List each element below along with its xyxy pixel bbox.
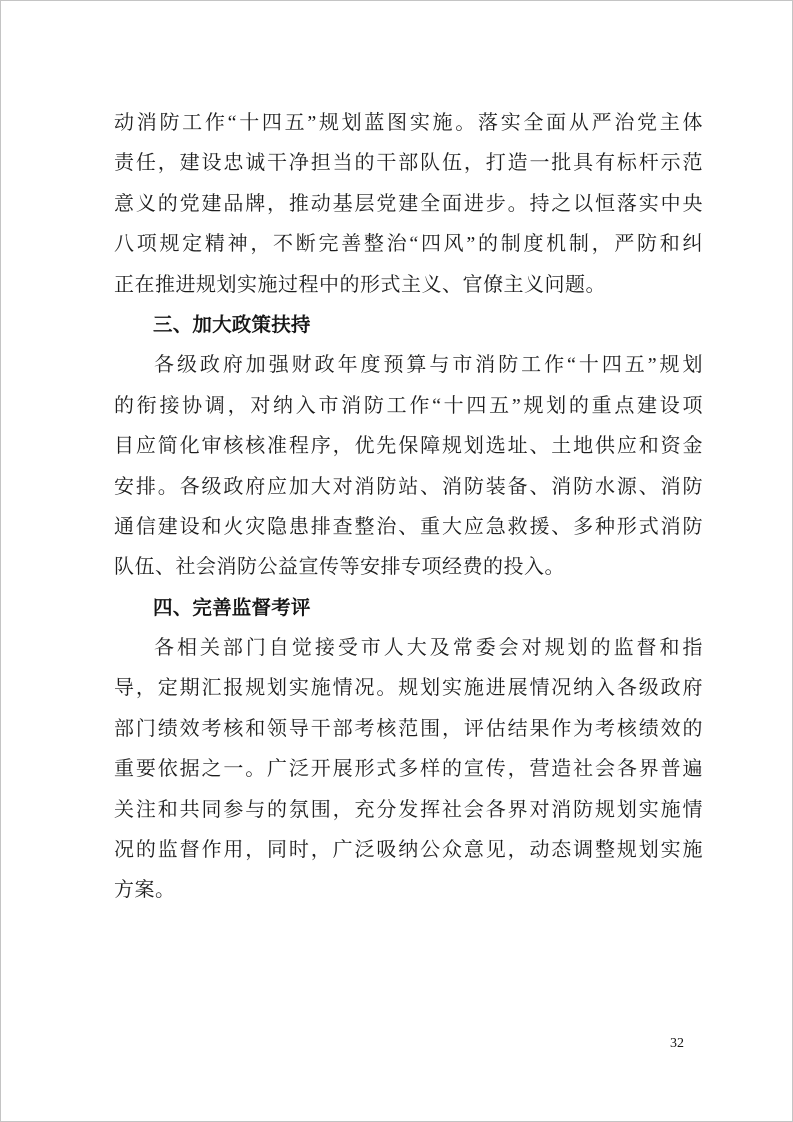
para-1-line-4: 八项规定精神，不断完善整治“四风”的制度机制，严防和纠 bbox=[114, 233, 703, 256]
document-content bbox=[114, 103, 703, 911]
para-2-line-1: 各级政府加强财政年度预算与市消防工作“十四五”规划 bbox=[154, 354, 703, 377]
para-3-line-6: 况的监督作用，同时，广泛吸纳公众意见，动态调整规划实施 bbox=[114, 839, 703, 862]
para-1-line-2: 责任，建设忠诚干净担当的干部队伍，打造一批具有标杆示范 bbox=[114, 152, 703, 175]
para-3-line-5: 关注和共同参与的氛围，充分发挥社会各界对消防规划实施情 bbox=[114, 798, 703, 821]
para-3-line-3: 部门绩效考核和领导干部考核范围，评估结果作为考核绩效的 bbox=[114, 717, 703, 740]
para-2-line-4: 安排。各级政府应加大对消防站、消防装备、消防水源、消防 bbox=[114, 475, 703, 498]
page-number: 32 bbox=[670, 1036, 684, 1051]
para-1-line-3: 意义的党建品牌，推动基层党建全面进步。持之以恒落实中央 bbox=[114, 192, 703, 215]
para-2-line-6: 队伍、社会消防公益宣传等安排专项经费的投入。 bbox=[114, 556, 565, 579]
para-2-line-2: 的衔接协调，对纳入市消防工作“十四五”规划的重点建设项 bbox=[114, 394, 703, 417]
para-3-line-7: 方案。 bbox=[114, 879, 176, 902]
section-3-heading: 三、加大政策扶持 bbox=[153, 313, 311, 336]
para-3-line-4: 重要依据之一。广泛开展形式多样的宣传，营造社会各界普遍 bbox=[114, 758, 703, 781]
para-1-line-5: 正在推进规划实施过程中的形式主义、官僚主义问题。 bbox=[114, 273, 606, 296]
para-3-line-2: 导，定期汇报规划实施情况。规划实施进展情况纳入各级政府 bbox=[114, 677, 703, 700]
para-1-line-1: 动消防工作“十四五”规划蓝图实施。落实全面从严治党主体 bbox=[114, 112, 703, 134]
section-4-heading: 四、完善监督考评 bbox=[153, 596, 311, 619]
para-2-line-3: 目应简化审核核准程序，优先保障规划选址、土地供应和资金 bbox=[114, 435, 703, 458]
para-2-line-5: 通信建设和火灾隐患排查整治、重大应急救援、多种形式消防 bbox=[114, 515, 703, 538]
para-3-line-1: 各相关部门自觉接受市人大及常委会对规划的监督和指 bbox=[154, 637, 703, 660]
